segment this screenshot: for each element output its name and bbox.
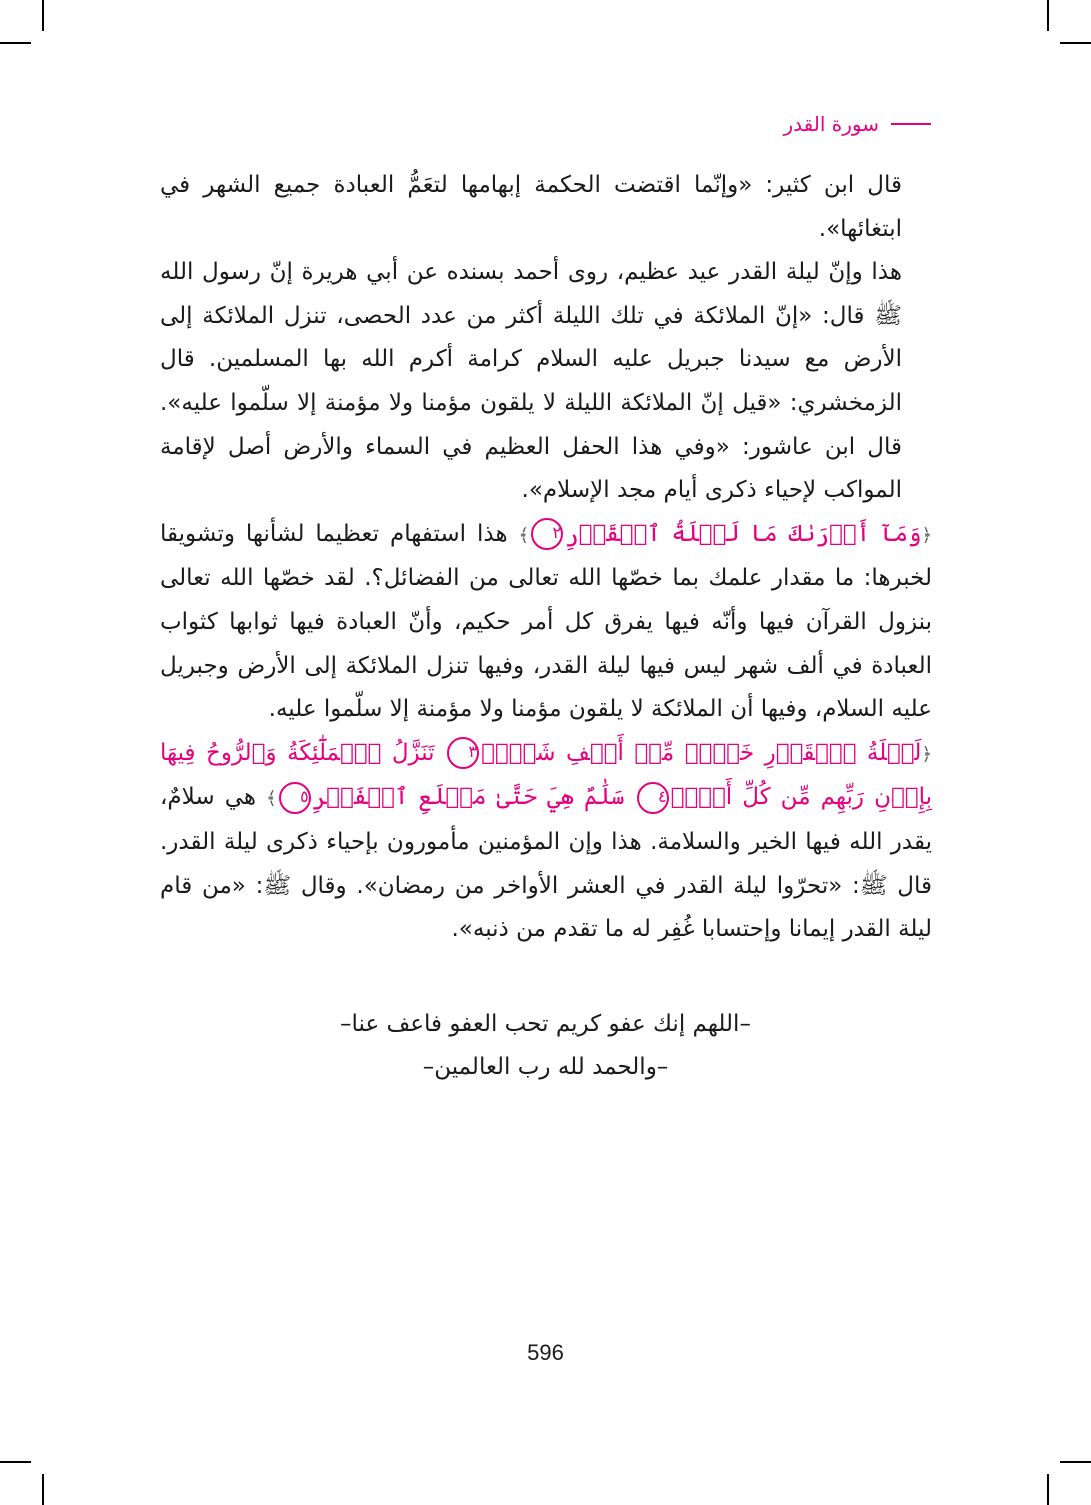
paragraph-ibn-kathir: قال ابن كثير: «وإنّما اقتضت الحكمة إبهامها لتعَمُّ العبادة جميع الشهر في ابتغائها».	[160, 172, 902, 242]
ayah-number-icon: ٢	[531, 518, 563, 550]
ayah-number-icon: ٤	[637, 782, 669, 814]
commentary-text: هي سلامٌ، يقدر الله فيها الخير والسلامة. هذا وإن المؤمنين مأمورون بإحياء ذكرى ليلة القدر. قال ﷺ: «تحرّوا ليلة القدر في العشر الأواخر من رمضان». وقال ﷺ: «من قام ليلة القدر إيمانا وإحتسابا غُفِر له ما تقدم من ذنبه».	[160, 784, 932, 943]
commentary-text: هذا استفهام تعظيما لشأنها وتشويقا لخبرها: ما مقدار علمك بما خصّها الله تعالى من الفضائل؟. لقد خصّها الله تعالى بنزول القرآن فيها وأنّه فيها يفرق كل أمر حكيم، وأنّ العبادة فيها ثوابها كثواب العبادة في ألف شهر ليس فيها ليلة القدر، وفيها تنزل الملائكة إلى الأرض وجبريل عليه السلام، وفيها أن الملائكة لا يلقون مؤمنا ولا مؤمنة إلا سلّموا عليه.	[160, 520, 932, 723]
crop-mark	[0, 1461, 31, 1463]
page-number: 596	[527, 1340, 564, 1365]
ornate-bracket-close-icon: ﴾	[518, 524, 530, 546]
crop-mark	[1047, 0, 1049, 31]
crop-mark	[1060, 1461, 1091, 1463]
paragraph-verse-2	[160, 513, 932, 732]
running-header	[783, 112, 931, 136]
quran-verse: تَنَزَّلُ ٱلۡمَلَٰٓئِكَةُ وَٱلرُّوحُ فِيهَا بِإِذۡنِ رَبِّهِم مِّن كُلِّ أَمۡرٖ	[160, 739, 932, 811]
crop-mark	[1047, 1474, 1049, 1505]
surah-title: سورة القدر	[783, 112, 879, 136]
closing-line-1: –اللهم إنك عفو كريم تحب العفو فاعف عنا–	[340, 1011, 751, 1037]
closing-prayer	[0, 1003, 1091, 1089]
ayah-number-icon: ٣	[447, 737, 479, 769]
header-rule	[891, 123, 931, 125]
crop-mark	[42, 1474, 44, 1505]
ayah-number-icon: ٥	[279, 782, 311, 814]
page-body	[160, 164, 932, 952]
ornate-bracket-open-icon: ﴿	[921, 524, 933, 546]
closing-line-2: –والحمد لله رب العالمين–	[422, 1054, 669, 1080]
paragraph-verses-3-5	[160, 732, 932, 952]
quran-verse: سَلَٰمٌ هِيَ حَتَّىٰ مَطۡلَعِ ٱلۡفَجۡرِ	[312, 784, 625, 811]
crop-mark	[1060, 42, 1091, 44]
crop-mark	[42, 0, 44, 31]
ornate-bracket-close-icon: ﴾	[266, 788, 277, 810]
paragraph-laylat-al-qadr-feast: هذا وإنّ ليلة القدر عيد عظيم، روى أحمد بسنده عن أبي هريرة إنّ رسول الله ﷺ قال: «إنّ الملائكة في تلك الليلة أكثر من عدد الحصى، تنزل الملائكة إلى الأرض مع سيدنا جبريل عليه السلام كرامة أكرم الله بها المسلمين. قال الزمخشري: «قيل إنّ الملائكة الليلة لا يلقون مؤمنا ولا مؤمنة إلا سلّموا عليه». قال ابن عاشور: «وفي هذا الحفل العظيم في السماء والأرض أصل لإقامة المواكب لإحياء ذكرى أيام مجد الإسلام».	[160, 259, 902, 504]
crop-mark	[0, 42, 31, 44]
ornate-bracket-open-icon: ﴿	[921, 743, 932, 765]
quran-verse: وَمَآ أَدۡرَىٰكَ مَا لَيۡلَةُ ٱلۡقَدۡرِ	[565, 520, 922, 547]
quran-verse: لَيۡلَةُ ٱلۡقَدۡرِ خَيۡرٞ مِّنۡ أَلۡفِ شَهۡرٖ	[481, 739, 922, 766]
